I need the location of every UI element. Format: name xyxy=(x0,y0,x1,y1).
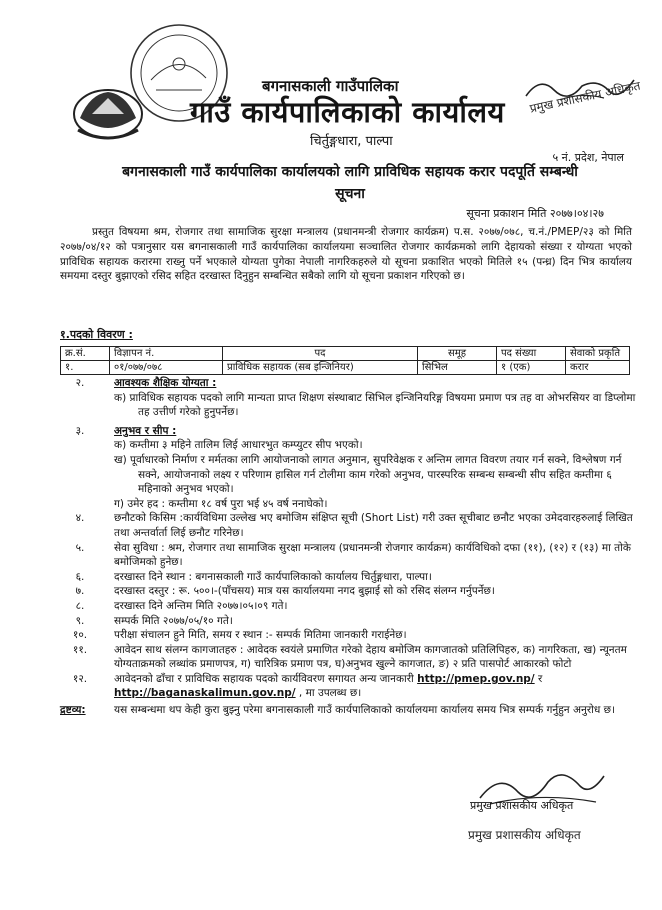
item-4 xyxy=(60,511,636,540)
item-number: २. xyxy=(75,377,85,389)
item-3-sub-b: ख) पूर्वाधारको निर्माण र मर्मतका लागि आयोजनाको लागत अनुमान, सुपरिवेक्षक र अन्तिम लागत विवरण तयार गर्न सक्ने, विश्लेषण गर्न सक्ने, आयोजनाको लक्ष्य र परिणाम हासिल गर्न टोलीमा काम गरेको अनुभव, पारस्परिक सम्बन्ध सम्बन्धी सीप सहित कम्तीमा ६ महिनाको अनुभव भएको। xyxy=(114,453,622,496)
item-3-sub-a: क) कम्तीमा ३ महिने तालिम लिई आधारभुत कम्प्युटर सीप भएको। xyxy=(114,439,363,452)
item-text: आवेदन साथ संलग्न कागजातहरु : आवेदक स्वयंले प्रमाणित गरेको देहाय बमोजिम कागजातको प्रतिलिपिहरु, क) नागरिकता, ख) न्यूनतम योग्यताक्रमको लब्धांक प्रमाणपत्र, ग) चारित्रिक प्रमाण पत्र, घ)अनुभव खुल्ने कागजात, ङ) २ प्रति पासपोर्ट आकारको फोटो xyxy=(114,643,627,671)
item-title: आवश्यक शैक्षिक योग्यता : xyxy=(114,377,217,389)
item-text: छनौटको किसिम :कार्यविधिमा उल्लेख भए बमोजिम संक्षिप्त सूची (Short List) गरी उक्त सूचीबाट छनौट भएका उमेदवारहरुलाई लिखित तथा अन्तर्वार्ता लिई छनौट गरिनेछ। xyxy=(114,512,633,539)
table-cell: करार xyxy=(566,361,630,375)
item-text: दरखास्त दस्तुर : रू. ५००।-(पाँचसय) मात्र यस कार्यालयमा नगद बुझाई सो को रसिद संलग्न गर्नुपर्नेछ। xyxy=(114,585,495,598)
table-cell: ०१/०७७/०७८ xyxy=(110,361,223,375)
item-2-sub-a: क) प्राविधिक सहायक पदको लागि मान्यता प्राप्त शिक्षण संस्थाबाट सिभिल इन्जिनियरिङ्ग विषयमा प्रमाण पत्र तह वा ओभरसियर वा डिप्लोमा तह उत्तीर्ण गरेको हुनुपर्नेछ। xyxy=(114,391,636,419)
table-cell: १. xyxy=(61,361,110,375)
item-12 xyxy=(60,672,636,701)
table-header-cell: पद संख्या xyxy=(497,347,566,361)
notice-title: सूचना xyxy=(335,186,365,202)
item-8 xyxy=(60,599,636,614)
drishtavya-text: यस सम्बन्धमा थप केही कुरा बुझ्नु परेमा बगनासकाली गाउँ कार्यपालिकाको कार्यालयमा कार्यालय समय भित्र सम्पर्क गर्नुहुन अनुरोध छ। xyxy=(114,704,615,717)
item-text: दरखास्त दिने अन्तिम मिति २०७७।०५।०९ गते। xyxy=(114,599,288,612)
publish-date: सूचना प्रकाशन मिति २०७७।०४।२७ xyxy=(466,207,604,220)
item-2 xyxy=(60,376,636,391)
item-11 xyxy=(60,643,636,672)
item-6 xyxy=(60,570,636,585)
office-name: गाउँ कार्यपालिकाको कार्यालय xyxy=(190,95,505,129)
item-number: १२. xyxy=(72,672,88,685)
pmep-link[interactable]: http://pmep.gov.np/ xyxy=(417,672,535,685)
section-1-title: १.पदको विवरण : xyxy=(60,328,133,341)
officer-title: प्रमुख प्रशासकीय अधिकृत xyxy=(470,799,574,812)
table-cell: सिभिल xyxy=(418,361,497,375)
item-number: १०. xyxy=(72,629,88,642)
officer-title-stamp: प्रमुख प्रशासकीय अधिकृत xyxy=(468,828,581,842)
item-text: दरखास्त दिने स्थान : बगनासकाली गाउँ कार्यपालिकाको कार्यालय चिर्तुङ्गधारा, पाल्पा। xyxy=(114,570,432,583)
item-number: ४. xyxy=(75,512,85,525)
table-header-cell: विज्ञापन नं. xyxy=(110,347,223,361)
item-text: , मा उपलब्ध छ। xyxy=(295,687,362,700)
item-10 xyxy=(60,628,636,643)
notice-heading: बगनासकाली गाउँ कार्यपालिका कार्यालयको लागि प्राविधिक सहायक करार पदपूर्ति सम्बन्धी xyxy=(122,164,578,180)
table-header-row xyxy=(61,347,630,361)
table-header-cell: समूह xyxy=(418,347,497,361)
item-title: अनुभव र सीप : xyxy=(114,424,177,437)
table-cell: १ (एक) xyxy=(497,361,566,375)
office-location: चिर्तुङ्गधारा, पाल्पा xyxy=(310,134,393,149)
drishtavya-title: द्रष्टव्य: xyxy=(60,704,86,717)
table-header-cell: सेवाको प्रकृति xyxy=(566,347,630,361)
item-number: ८. xyxy=(75,599,85,612)
item-number: ११. xyxy=(72,643,88,656)
item-text: सेवा सुविधा : श्रम, रोजगार तथा सामाजिक सुरक्षा मन्त्रालय (प्रधानमन्त्री रोजगार कार्यक्रम) कार्यविधिको दफा (११), (१२) र (१३) मा तोके बमोजिमको हुनेछ। xyxy=(114,541,631,569)
item-5 xyxy=(60,541,636,570)
baganaskali-link[interactable]: http://baganaskalimun.gov.np/ xyxy=(114,687,296,700)
item-3-sub-c: ग) उमेर हद : कम्तीमा १८ वर्ष पुरा भई ४५ वर्ष ननाघेको। xyxy=(114,497,328,510)
notice-body: प्रस्तुत विषयमा श्रम, रोजगार तथा सामाजिक सुरक्षा मन्त्रालय (प्रधानमन्त्री रोजगार कार्यक्रम) प.स. २०७७/०७८, च.नं./PMEP/२३ को मिति २०७७/०४/१२ को पत्रानुसार यस बगनासकाली गाउँ कार्यपालिका कार्यालयमा सञ्चालित रोजगार कार्यक्रमको लागि देहायको संख्या र योग्यता भएको प्राविधिक सहायक करारमा राख्नु पर्ने भएकाले योग्यता पुगेका नेपाली नागरिकहरुले यो सूचना प्रकाशित भएको मितिले १५ (पन्ध्र) दिन भित्र कार्यालय समयमा दस्तुर बुझाएको रसिद सहित दरखास्त दिनुहुन सम्बन्धित सबैको लागि यो सूचना प्रकाशन गरिएको छ। xyxy=(60,226,632,283)
item-number: ५. xyxy=(75,541,85,554)
notice-items xyxy=(60,376,636,718)
item-number: ३. xyxy=(75,424,85,437)
item-text: र xyxy=(534,672,543,685)
table-header-cell: पद xyxy=(223,347,418,361)
position-table xyxy=(60,346,630,375)
item-text: आवेदनको ढाँचा र प्राविधिक सहायक पदको कार्यविवरण सगायत अन्य जानकारी xyxy=(114,672,418,685)
signature-caption-top: प्रमुख प्रशासकीय अधिकृत xyxy=(528,78,642,116)
item-9 xyxy=(60,614,636,629)
item-number: ९. xyxy=(75,614,85,627)
table-header-cell: क्र.सं. xyxy=(61,347,110,361)
org-name: बगनासकाली गाउँपालिका xyxy=(262,77,399,95)
item-3 xyxy=(60,424,636,439)
drishtavya-note xyxy=(60,703,636,718)
table-row xyxy=(61,361,630,375)
item-text: परीक्षा संचालन हुने मिति, समय र स्थान :- सम्पर्क मितिमा जानकारी गराईनेछ। xyxy=(114,629,407,642)
item-number: ६. xyxy=(75,570,85,583)
item-number: ७. xyxy=(75,585,85,598)
table-cell: प्राविधिक सहायक (सब इन्जिनियर) xyxy=(223,361,418,375)
item-text: सम्पर्क मिति २०७७/०५/१० गते। xyxy=(114,614,233,627)
province-label: ५ नं. प्रदेश, नेपाल xyxy=(552,151,624,164)
item-7 xyxy=(60,584,636,599)
